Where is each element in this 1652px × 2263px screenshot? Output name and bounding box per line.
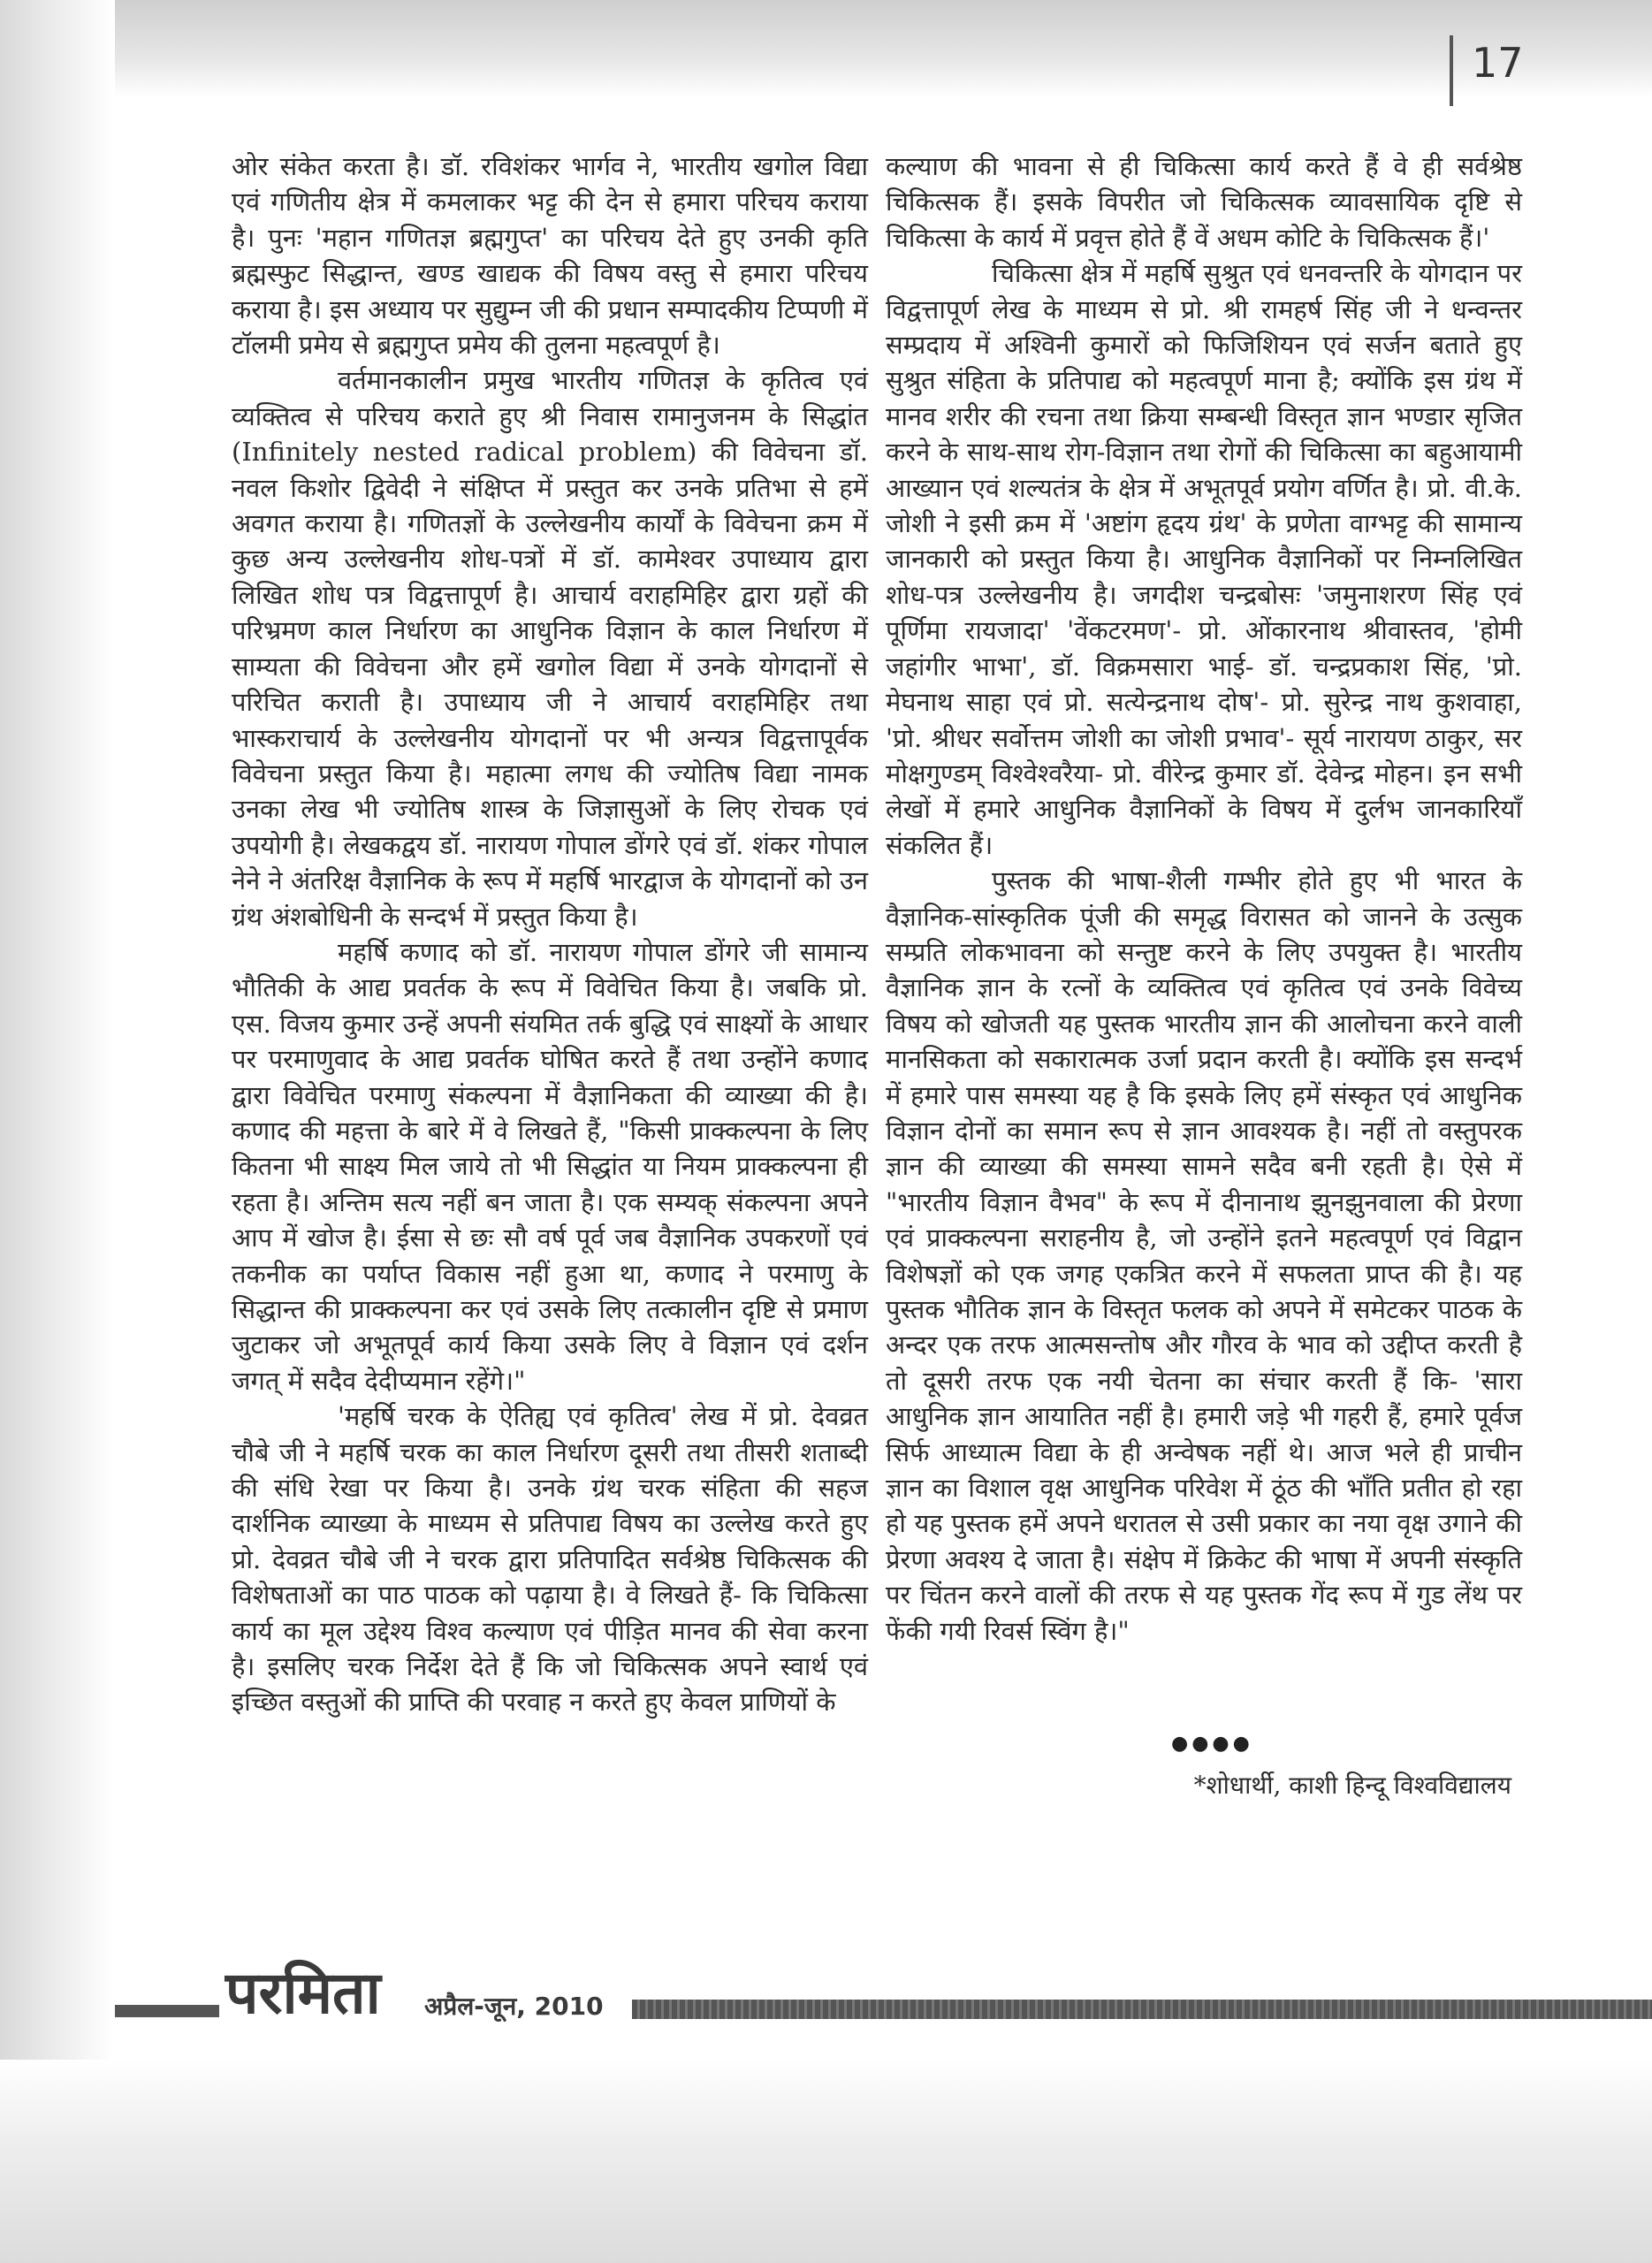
right-column (886, 149, 1522, 1649)
footer-rule-right (632, 2000, 1652, 2019)
paragraph: ओर संकेत करता है। डॉ. रविशंकर भार्गव ने, भारतीय खगोल विद्या एवं गणितीय क्षेत्र में कमलाकर भट्ट की देन से हमारा परिचय कराया है। पुनः 'महान गणितज्ञ ब्रह्मगुप्त' का परिचय देते हुए उनकी कृति ब्रह्मस्फुट सिद्धान्त, खण्ड खाद्यक की विषय वस्तु से हमारा परिचय कराया है। इस अध्याय पर सुद्युम्न जी की प्रधान सम्पादकीय टिप्पणी में टॉलमी प्रमेय से ब्रह्मगुप्त प्रमेय की तुलना महत्वपूर्ण है। (232, 151, 868, 361)
footer-rule-left (115, 2005, 219, 2017)
issue-date: अप्रैल-जून, 2010 (424, 1992, 604, 2021)
scan-bottom-shadow (0, 2060, 1652, 2263)
paragraph: महर्षि कणाद को डॉ. नारायण गोपाल डोंगरे जी सामान्य भौतिकी के आद्य प्रवर्तक के रूप में विवेचित किया है। जबकि प्रो. एस. विजय कुमार उन्हें अपनी संयमित तर्क बुद्धि एवं साक्ष्यों के आधार पर परमाणुवाद के आद्य प्रवर्तक घोषित करते हैं तथा उन्होंने कणाद द्वारा विवेचित परमाणु संकल्पना में वैज्ञानिकता की व्याख्या की है। कणाद की महत्ता के बारे में वे लिखते हैं, "किसी प्राक्कल्पना के लिए कितना भी साक्ष्य मिल जाये तो भी सिद्धांत या नियम प्राक्कल्पना ही रहता है। अन्तिम सत्य नहीं बन जाता है। एक सम्यक् संकल्पना अपने आप में खोज है। ईसा से छः सौ वर्ष पूर्व जब वैज्ञानिक उपकरणों एवं तकनीक का पर्याप्त विकास नहीं हुआ था, कणाद ने परमाणु के सिद्धान्त की प्राक्कल्पना कर एवं उसके लिए तत्कालीन दृष्टि से प्रमाण जुटाकर जो अभूतपूर्व कार्य किया उसके लिए वे विज्ञान एवं दर्शन जगत् में सदैव देदीप्यमान रहेंगे।" (232, 936, 868, 1396)
left-column (232, 149, 868, 1720)
end-of-article-dots: ●●●● (1171, 1733, 1253, 1755)
paragraph: वर्तमानकालीन प्रमुख भारतीय गणितज्ञ के कृतित्व एवं व्यक्तित्व से परिचय कराते हुए श्री निवास रामानुजनम के सिद्धांत (Infinitely nested radical problem) की विवेचना डॉ. नवल किशोर द्विवेदी ने संक्षिप्त में प्रस्तुत कर उनके प्रतिभा से हमें अवगत कराया है। गणितज्ञों के उल्लेखनीय कार्यों के विवेचना क्रम में कुछ अन्य उल्लेखनीय शोध-पत्रों में डॉ. कामेश्वर उपाध्याय द्वारा लिखित शोध पत्र विद्वत्तापूर्ण है। आचार्य वराहमिहिर द्वारा ग्रहों की परिभ्रमण काल निर्धारण का आधुनिक विज्ञान के काल निर्धारण में साम्यता की विवेचना और हमें खगोल विद्या में उनके योगदानों से परिचित कराती है। उपाध्याय जी ने आचार्य वराहमिहिर तथा भास्कराचार्य के उल्लेखनीय योगदानों पर भी अन्यत्र विद्वत्तापूर्वक विवेचना प्रस्तुत किया है। महात्मा लगध की ज्योतिष विद्या नामक उनका लेख भी ज्योतिष शास्त्र के जिज्ञासुओं के लिए रोचक एवं उपयोगी है। लेखकद्वय डॉ. नारायण गोपाल डोंगरे एवं डॉ. शंकर गोपाल नेने ने अंतरिक्ष वैज्ञानिक के रूप में महर्षि भारद्वाज के योगदानों को उन ग्रंथ अंशबोधिनी के सन्दर्भ में प्रस्तुत किया है। (232, 365, 868, 932)
paragraph: पुस्तक की भाषा-शैली गम्भीर होते हुए भी भारत के वैज्ञानिक-सांस्कृतिक पूंजी की समृद्ध विरासत को जानने के उत्सुक सम्प्रति लोकभावना को सन्तुष्ट करने के लिए उपयुक्त है। भारतीय वैज्ञानिक ज्ञान के रत्नों के व्यक्तित्व एवं कृतित्व एवं उनके विवेच्य विषय को खोजती यह पुस्तक भारतीय ज्ञान की आलोचना करने वाली मानसिकता को सकारात्मक उर्जा प्रदान करती है। क्योंकि इस सन्दर्भ में हमारे पास समस्या यह है कि इसके लिए हमें संस्कृत एवं आधुनिक विज्ञान दोनों का समान रूप से ज्ञान आवश्यक है। नहीं तो वस्तुपरक ज्ञान की व्याख्या की समस्या सामने सदैव बनी रहती है। ऐसे में "भारतीय विज्ञान वैभव" के रूप में दीनानाथ झुनझुनवाला की प्रेरणा एवं प्राक्कल्पना सराहनीय है, जो उन्होंने इतने महत्वपूर्ण एवं विद्वान विशेषज्ञों को एक जगह एकत्रित करने में सफलता प्राप्त की है। यह पुस्तक भौतिक ज्ञान के विस्तृत फलक को अपने में समेटकर पाठक के अन्दर एक तरफ आत्मसन्तोष और गौरव के भाव को उद्दीप्त करती है तो दूसरी तरफ एक नयी चेतना का संचार करती हैं कि- 'सारा आधुनिक ज्ञान आयातित नहीं है। हमारी जड़े भी गहरी हैं, हमारे पूर्वज सिर्फ आध्यात्म विद्या के ही अन्वेषक नहीं थे। आज भले ही प्राचीन ज्ञान का विशाल वृक्ष आधुनिक परिवेश में ठूंठ की भाँति प्रतीत हो रहा हो यह पुस्तक हमें अपने धरातल से उसी प्रकार का नया वृक्ष उगाने की प्रेरणा अवश्य दे जाता है। संक्षेप में क्रिकेट की भाषा में अपनी संस्कृति पर चिंतन करने वालों की तरफ से यह पुस्तक गेंद रूप में गुड लेंथ पर फेंकी गयी रिवर्स स्विंग है।" (886, 865, 1522, 1646)
paragraph: कल्याण की भावना से ही चिकित्सा कार्य करते हैं वे ही सर्वश्रेष्ठ चिकित्सक हैं। इसके विपरीत जो चिकित्सक व्यावसायिक दृष्टि से चिकित्सा के कार्य में प्रवृत्त होते हैं वें अधम कोटि के चिकित्सक हैं।' (886, 151, 1522, 253)
scan-left-shadow (0, 0, 115, 2263)
magazine-logo: परमिता (225, 1959, 381, 2027)
paragraph: चिकित्सा क्षेत्र में महर्षि सुश्रुत एवं धनवन्तरि के योगदान पर विद्वत्तापूर्ण लेख के माध्यम से प्रो. श्री रामहर्ष सिंह जी ने धन्वन्तर सम्प्रदाय में अश्विनी कुमारों को फिजिशियन एवं सर्जन बताते हुए सुश्रुत संहिता के प्रतिपाद्य को महत्वपूर्ण माना है; क्योंकि इस ग्रंथ में मानव शरीर की रचना तथा क्रिया सम्बन्धी विस्तृत ज्ञान भण्डार सृजित करने के साथ-साथ रोग-विज्ञान तथा रोगों की चिकित्सा का बहुआयामी आख्यान एवं शल्यतंत्र के क्षेत्र में अभूतपूर्व प्रयोग वर्णित है। प्रो. वी.के. जोशी ने इसी क्रम में 'अष्टांग हृदय ग्रंथ' के प्रणेता वाग्भट्ट की सामान्य जानकारी को प्रस्तुत किया है। आधुनिक वैज्ञानिकों पर निम्नलिखित शोध-पत्र उल्लेखनीय है। जगदीश चन्द्रबोसः 'जमुनाशरण सिंह एवं पूर्णिमा रायजादा' 'वेंकटरमण'- प्रो. ओंकारनाथ श्रीवास्तव, 'होमी जहांगीर भाभा', डॉ. विक्रमसारा भाई- डॉ. चन्द्रप्रकाश सिंह, 'प्रो. मेघनाथ साहा एवं प्रो. सत्येन्द्रनाथ दोष'- प्रो. सुरेन्द्र नाथ कुशवाहा, 'प्रो. श्रीधर सर्वोत्तम जोशी का जोशी प्रभाव'- सूर्य नारायण ठाकुर, सर मोक्षगुण्डम् विश्वेश्वरैया- प्रो. वीरेन्द्र कुमार डॉ. देवेन्द्र मोहन। इन सभी लेखों में हमारे आधुनिक वैज्ञानिकों के विषय में दुर्लभ जानकारियाँ संकलित हैं। (886, 258, 1522, 860)
scan-top-shadow (0, 0, 1652, 97)
author-affiliation: *शोधार्थी, काशी हिन्दू विश्वविद्यालय (1193, 1771, 1511, 1800)
page-number: 17 (1472, 39, 1524, 87)
paragraph: 'महर्षि चरक के ऐतिह्य एवं कृतित्व' लेख में प्रो. देवव्रत चौबे जी ने महर्षि चरक का काल निर्धारण दूसरी तथा तीसरी शताब्दी की संधि रेखा पर किया है। उनके ग्रंथ चरक संहिता की सहज दार्शनिक व्याख्या के माध्यम से प्रतिपाद्य विषय का उल्लेख करते हुए प्रो. देवव्रत चौबे जी ने चरक द्वारा प्रतिपादित सर्वश्रेष्ठ चिकित्सक की विशेषताओं का पाठ पाठक को पढ़ाया है। वे लिखते हैं- कि चिकित्सा कार्य का मूल उद्देश्य विश्व कल्याण एवं पीड़ित मानव की सेवा करना है। इसलिए चरक निर्देश देते हैं कि जो चिकित्सक अपने स्वार्थ एवं इच्छित वस्तुओं की प्राप्ति की परवाह न करते हुए केवल प्राणियों के (232, 1401, 868, 1718)
